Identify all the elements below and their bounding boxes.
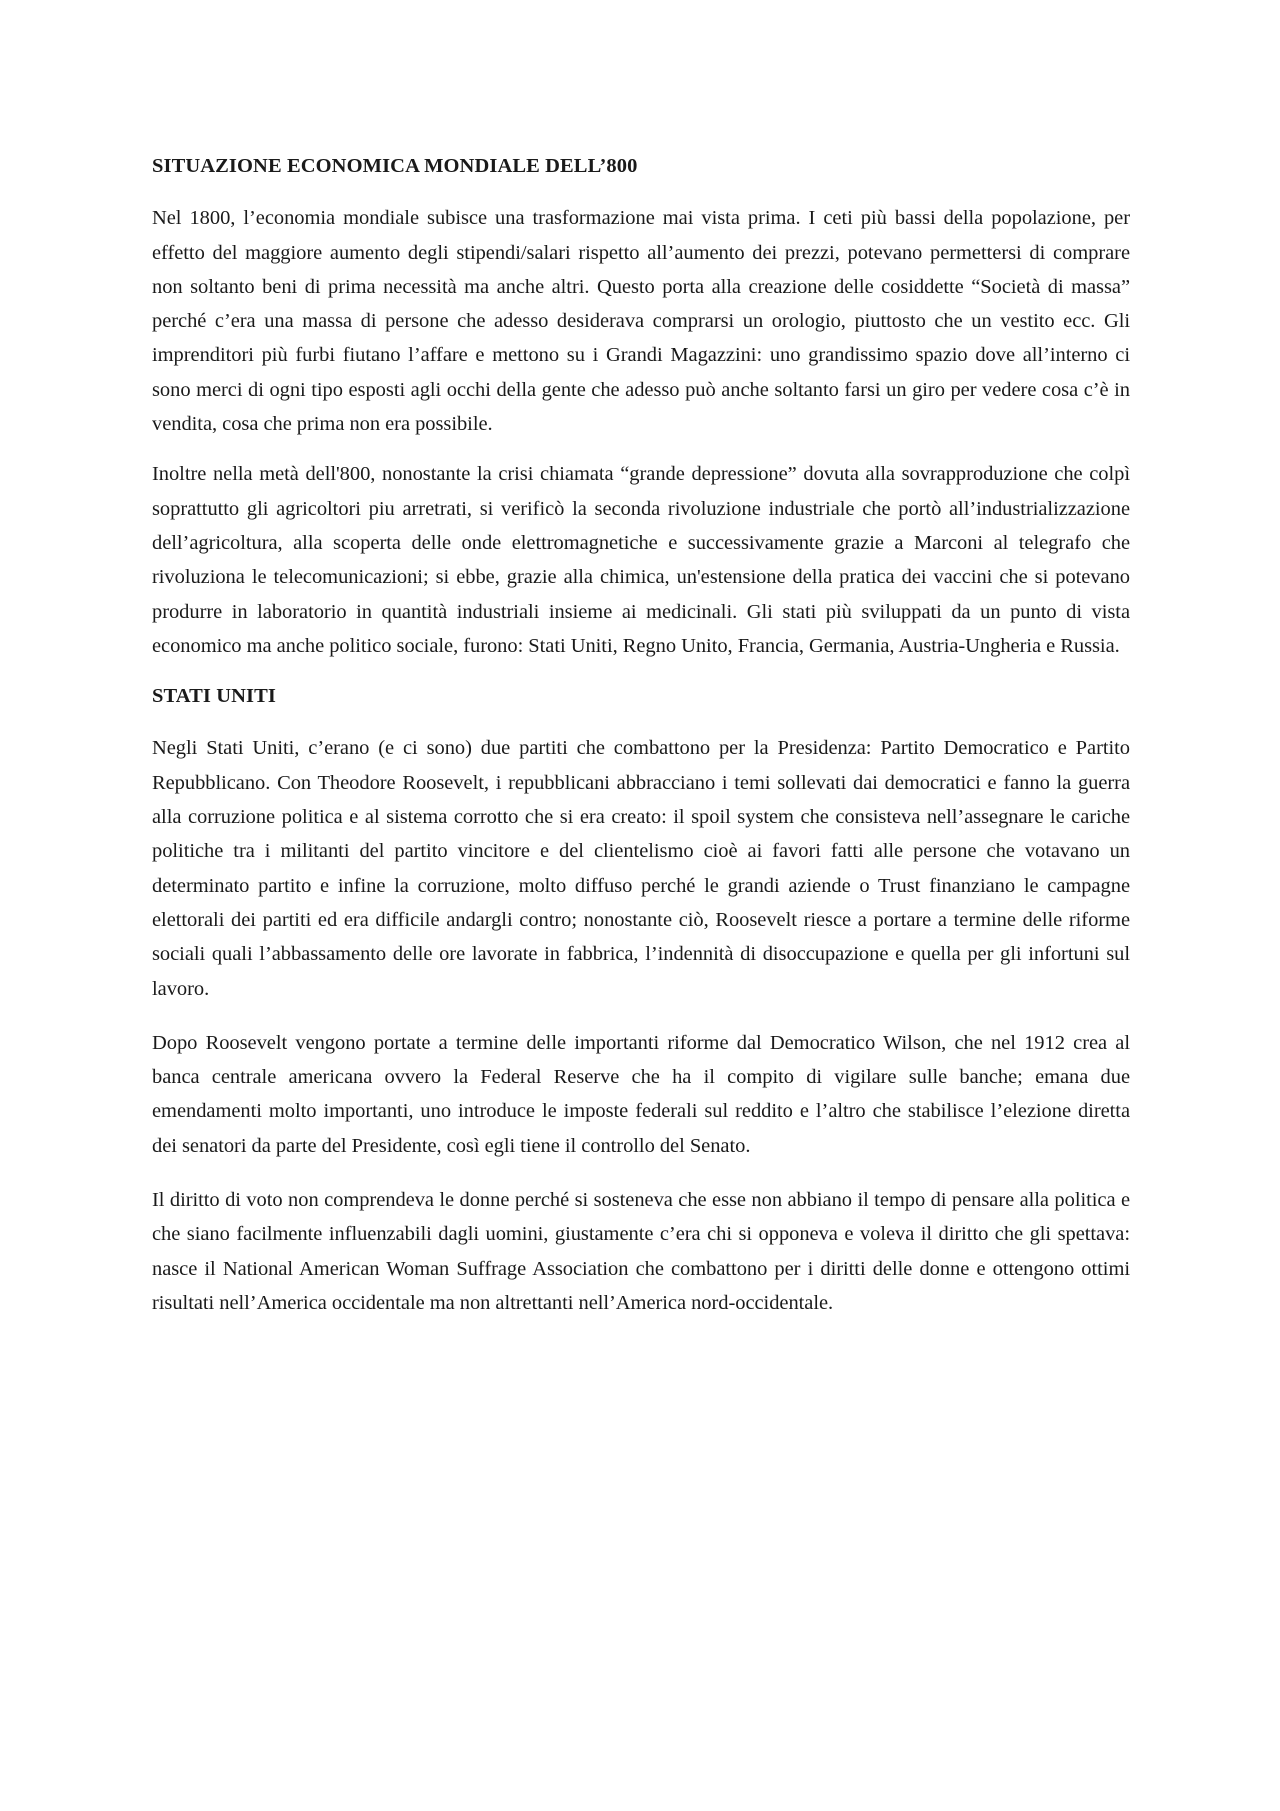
paragraph-wilson: Dopo Roosevelt vengono portate a termine delle importanti riforme dal Democratico Wilson, che nel 1912 crea al banca centrale americana ovvero la Federal Reserve che ha il compito di vigilare sulle banche; emana due emendamenti molto importanti, uno introduce le imposte federali sul reddito e l’altro che stabilisce l’elezione diretta dei senatori da parte del Presidente, così egli tiene il controllo del Senato. [152, 1031, 1130, 1157]
paragraph-diritto-di-voto: Il diritto di voto non comprendeva le donne perché si sosteneva che esse non abbiano il tempo di pensare alla politica e che siano facilmente influenzabili dagli uomini, giustamente c’era chi si opponeva e voleva il diritto che gli spettava: nasce il National American Woman Suffrage Association che combattono per i diritti delle donne e ottengono ottimi risultati nell’America occidentale ma non altrettanti nell’America nord-occidentale. [152, 1189, 1130, 1314]
paragraph-seconda-rivoluzione: Inoltre nella metà dell'800, nonostante la crisi chiamata “grande depressione” dovuta alla sovrapproduzione che colpì soprattutto gli agricoltori piu arretrati, si verificò la seconda rivoluzione industriale che portò all’industrializzazione dell’agricoltura, alla scoperta delle onde elettromagnetiche e successivamente grazie a Marconi al telegrafo che rivoluziona le telecomunicazioni; si ebbe, grazie alla chimica, un'estensione della pratica dei vaccini che si potevano produrre in laboratorio in quantità industriali insieme ai medicinali. Gli stati più sviluppati da un punto di vista economico ma anche politico sociale, furono: Stati Uniti, Regno Unito, Francia, Germania, Austria-Ungheria e Russia. [152, 463, 1130, 657]
paragraph-societa-di-massa: Nel 1800, l’economia mondiale subisce una trasformazione mai vista prima. I ceti più bassi della popolazione, per effetto del maggiore aumento degli stipendi/salari rispetto all’aumento dei prezzi, potevano permettersi di comprare non soltanto beni di prima necessità ma anche altri. Questo porta alla creazione delle cosiddette “Società di massa” perché c’era una massa di persone che adesso desiderava comprarsi un orologio, piuttosto che un vestito ecc. Gli imprenditori più furbi fiutano l’affare e mettono su i Grandi Magazzini: uno grandissimo spazio dove all’interno ci sono merci di ogni tipo esposti agli occhi della gente che adesso può anche soltanto farsi un giro per vedere cosa c’è in vendita, cosa che prima non era possibile. [152, 207, 1130, 436]
section-heading-economia: SITUAZIONE ECONOMICA MONDIALE DELL’800 [152, 155, 638, 177]
document-body [152, 149, 1130, 1338]
paragraph-roosevelt: Negli Stati Uniti, c’erano (e ci sono) due partiti che combattono per la Presidenza: Partito Democratico e Partito Repubblicano. Con Theodore Roosevelt, i repubblicani abbracciano i temi sollevati dai democratici e fanno la guerra alla corruzione politica e al sistema corrotto che si era creato: il spoil system che consisteva nell’assegnare le cariche politiche tra i militanti del partito vincitore e del clientelismo cioè ai favori fatti alle persone che votavano un determinato partito e infine la corruzione, molto diffuso perché le grandi aziende o Trust finanziano le campagne elettorali dei partiti ed era difficile andargli contro; nonostante ciò, Roosevelt riesce a portare a termine delle riforme sociali quali l’abbassamento delle ore lavorate in fabbrica, l’indennità di disoccupazione e quella per gli infortuni sul lavoro. [152, 737, 1130, 1000]
section-heading-stati-uniti: STATI UNITI [152, 685, 276, 708]
